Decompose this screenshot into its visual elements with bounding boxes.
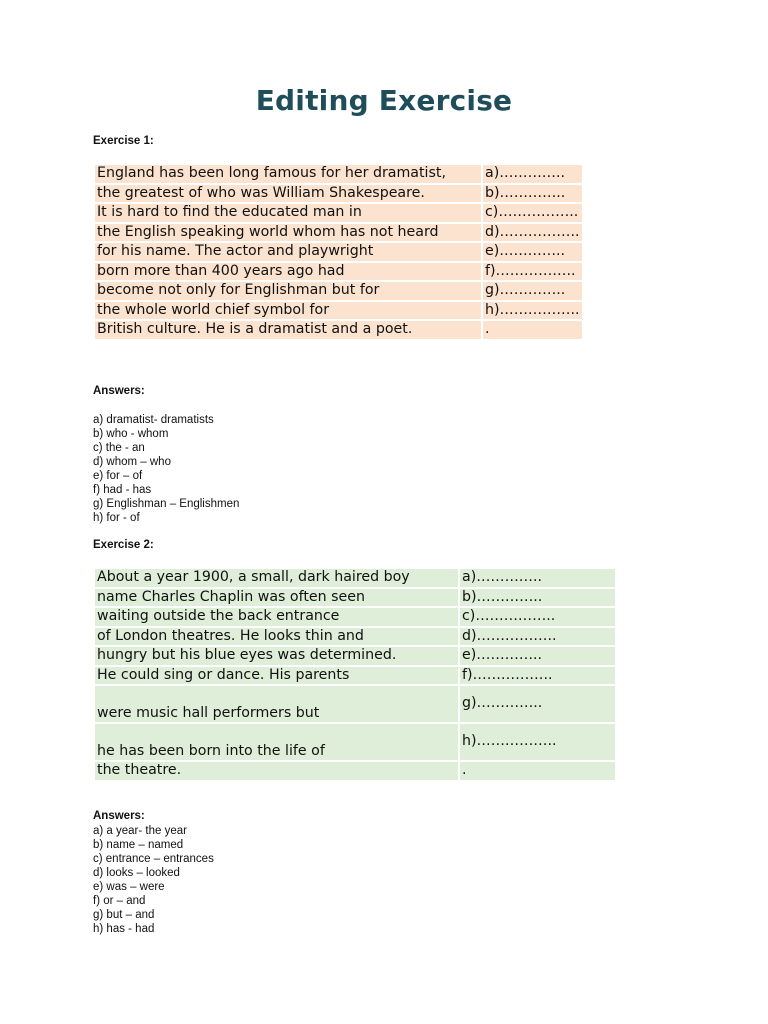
- blank-cell: .: [483, 321, 582, 339]
- sentence-cell: It is hard to find the educated man in: [95, 204, 481, 222]
- list-item: g) Englishman – Englishmen: [93, 498, 240, 510]
- blank-cell: g)…………..: [483, 282, 582, 300]
- exercise-2-answers-label: Answers:: [93, 810, 145, 822]
- table-row: [95, 628, 615, 646]
- sentence-cell: hungry but his blue eyes was determined.: [95, 647, 458, 665]
- sentence-cell: About a year 1900, a small, dark haired boy: [95, 569, 458, 587]
- sentence-cell: name Charles Chaplin was often seen: [95, 589, 458, 607]
- sentence-cell: the greatest of who was William Shakespeare.: [95, 185, 481, 203]
- blank-cell: f)……………..: [483, 263, 582, 281]
- list-item: f) had - has: [93, 484, 152, 496]
- page-title: Editing Exercise: [255, 84, 513, 117]
- table-row: [95, 321, 582, 339]
- list-item: e) was – were: [93, 881, 165, 893]
- exercise-1-table: [93, 163, 584, 341]
- table-row: [95, 667, 615, 685]
- blank-cell: b)…………..: [460, 589, 615, 607]
- list-item: e) for – of: [93, 470, 143, 482]
- table-row: [95, 243, 582, 261]
- list-item: b) who - whom: [93, 428, 169, 440]
- blank-cell: a)…………..: [483, 165, 582, 183]
- list-item: d) whom – who: [93, 456, 171, 468]
- blank-cell: d)……………..: [460, 628, 615, 646]
- list-item: f) or – and: [93, 895, 146, 907]
- exercise-1-answers-label: Answers:: [93, 385, 145, 397]
- sentence-cell: waiting outside the back entrance: [95, 608, 458, 626]
- sentence-cell: born more than 400 years ago had: [95, 263, 481, 281]
- blank-cell: e)…………..: [460, 647, 615, 665]
- sentence-cell: He could sing or dance. His parents: [95, 667, 458, 685]
- sentence-cell: were music hall performers but: [95, 686, 458, 722]
- list-item: h) has - had: [93, 923, 155, 935]
- exercise-2-table: [93, 567, 617, 782]
- list-item: g) but – and: [93, 909, 155, 921]
- sentence-cell: the English speaking world whom has not heard: [95, 224, 481, 242]
- list-item: c) entrance – entrances: [93, 853, 214, 865]
- list-item: a) a year- the year: [93, 825, 187, 837]
- blank-cell: f)……………..: [460, 667, 615, 685]
- blank-cell: h)……………..: [483, 302, 582, 320]
- sentence-cell: the whole world chief symbol for: [95, 302, 481, 320]
- list-item: b) name – named: [93, 839, 184, 851]
- blank-cell: g)…………..: [460, 686, 615, 722]
- sentence-cell: the theatre.: [95, 762, 458, 780]
- exercise-1-label: Exercise 1:: [93, 135, 154, 147]
- table-row: [95, 724, 615, 760]
- table-row: [95, 165, 582, 183]
- sentence-cell: for his name. The actor and playwright: [95, 243, 481, 261]
- table-row: [95, 608, 615, 626]
- table-row: [95, 224, 582, 242]
- table-row: [95, 647, 615, 665]
- blank-cell: h)……………..: [460, 724, 615, 760]
- sentence-cell: England has been long famous for her dramatist,: [95, 165, 481, 183]
- table-row: [95, 302, 582, 320]
- blank-cell: e)…………..: [483, 243, 582, 261]
- exercise-2-answers-list: [93, 824, 214, 936]
- table-row: [95, 185, 582, 203]
- blank-cell: a)…………..: [460, 569, 615, 587]
- blank-cell: c)……………..: [460, 608, 615, 626]
- exercise-1-answers-list: [93, 413, 239, 525]
- list-item: d) looks – looked: [93, 867, 180, 879]
- blank-cell: .: [460, 762, 615, 780]
- table-row: [95, 204, 582, 222]
- blank-cell: c)……………..: [483, 204, 582, 222]
- sentence-cell: British culture. He is a dramatist and a poet.: [95, 321, 481, 339]
- sentence-cell: become not only for Englishman but for: [95, 282, 481, 300]
- blank-cell: d)……………..: [485, 223, 580, 240]
- table-row: [95, 686, 615, 722]
- table-row: [95, 569, 615, 587]
- table-row: [95, 263, 582, 281]
- blank-cell: b)…………..: [483, 185, 582, 203]
- list-item: a) dramatist- dramatists: [93, 414, 214, 426]
- list-item: c) the - an: [93, 442, 145, 454]
- sentence-cell: of London theatres. He looks thin and: [95, 628, 458, 646]
- list-item: h) for - of: [93, 512, 140, 524]
- sentence-cell: he has been born into the life of: [95, 724, 458, 760]
- table-row: [95, 282, 582, 300]
- table-row: [95, 589, 615, 607]
- exercise-2-label: Exercise 2:: [93, 539, 154, 551]
- table-row: [95, 762, 615, 780]
